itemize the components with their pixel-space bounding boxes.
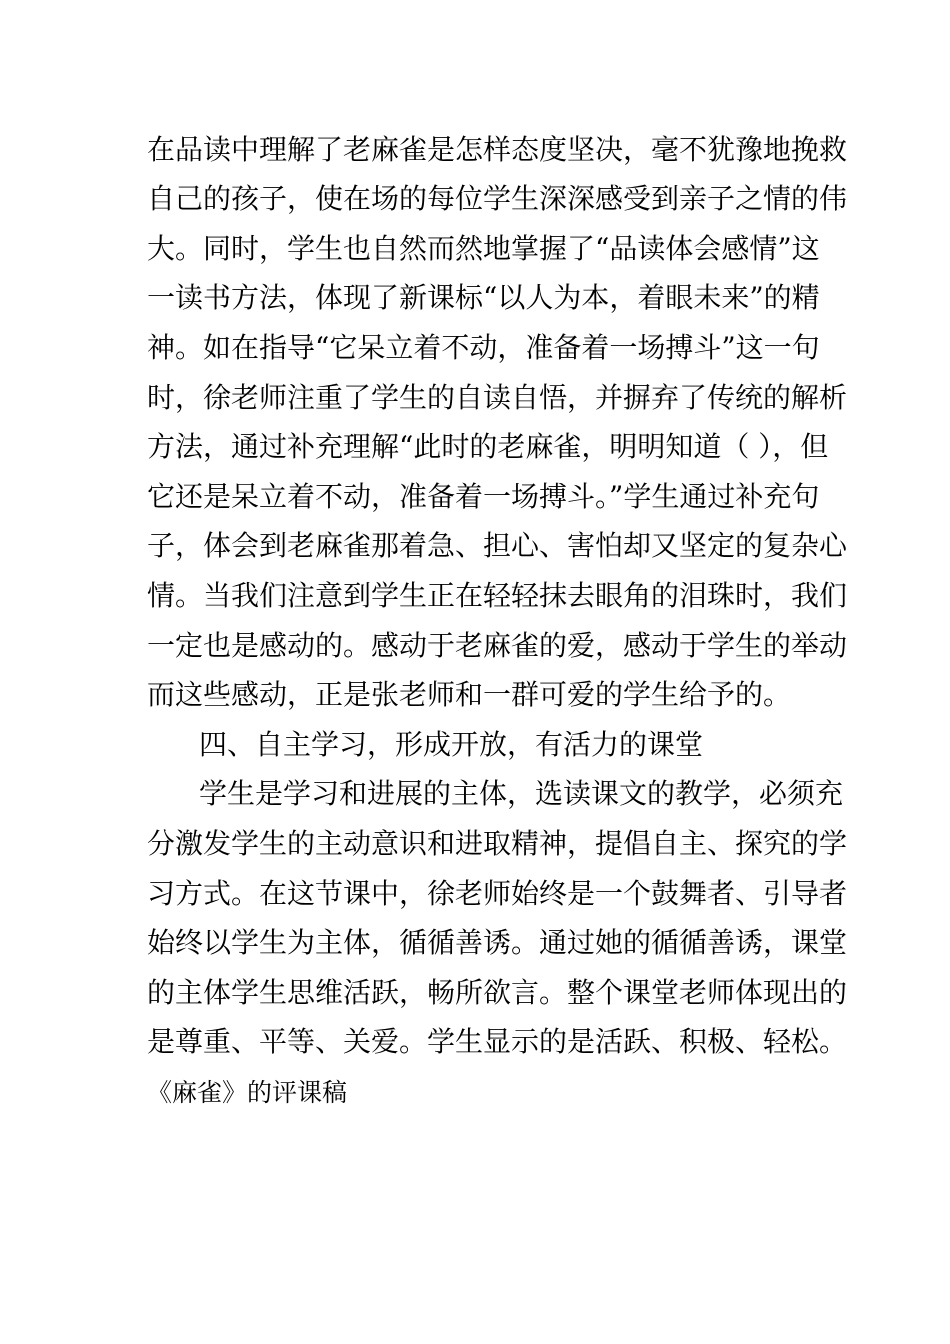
text-line: 一读书方法，体现了新课标“以人为本，着眼未来”的精 <box>147 281 820 314</box>
text-line: 是尊重、平等、关爱。学生显示的是活跃、积极、轻松。 <box>147 1025 848 1058</box>
text-line: 子，体会到老麻雀那着急、担心、害怕却又坚定的复杂心 <box>147 529 848 562</box>
document-title: 《麻雀》的评课稿 <box>147 1078 348 1107</box>
text-line: 始终以学生为主体，循循善诱。通过她的循循善诱，课堂 <box>147 926 848 959</box>
text-line: 时，徐老师注重了学生的自读自悟，并摒弃了传统的解析 <box>147 381 848 414</box>
text-line: 大。同时，学生也自然而然地掌握了“品读体会感情”这 <box>147 232 820 265</box>
text-line: 分激发学生的主动意识和进取精神，提倡自主、探究的学 <box>147 827 848 860</box>
text-line: 情。当我们注意到学生正在轻轻抹去眼角的泪珠时，我们 <box>147 579 848 612</box>
text-line: 一定也是感动的。感动于老麻雀的爱，感动于学生的举动 <box>147 629 848 662</box>
text-line: 而这些感动，正是张老师和一群可爱的学生给予的。 <box>147 678 792 711</box>
text-line: 神。如在指导“它呆立着不动，准备着一场搏斗”这一句 <box>147 331 820 364</box>
text-line: 方法，通过补充理解“此时的老麻雀，明明知道（ ），但 <box>147 430 829 463</box>
text-line: 的主体学生思维活跃，畅所欲言。整个课堂老师体现出的 <box>147 976 848 1009</box>
text-line: 学生是学习和进展的主体，选读课文的教学，必须充 <box>199 777 844 810</box>
text-line: 自己的孩子，使在场的每位学生深深感受到亲子之情的伟 <box>147 182 848 215</box>
text-line: 它还是呆立着不动，准备着一场搏斗。”学生通过补充句 <box>147 480 820 513</box>
text-line: 在品读中理解了老麻雀是怎样态度坚决，毫不犹豫地挽救 <box>147 133 848 166</box>
section-heading: 四、自主学习，形成开放，有活力的课堂 <box>199 728 704 761</box>
text-line: 习方式。在这节课中，徐老师始终是一个鼓舞者、引导者 <box>147 877 848 910</box>
